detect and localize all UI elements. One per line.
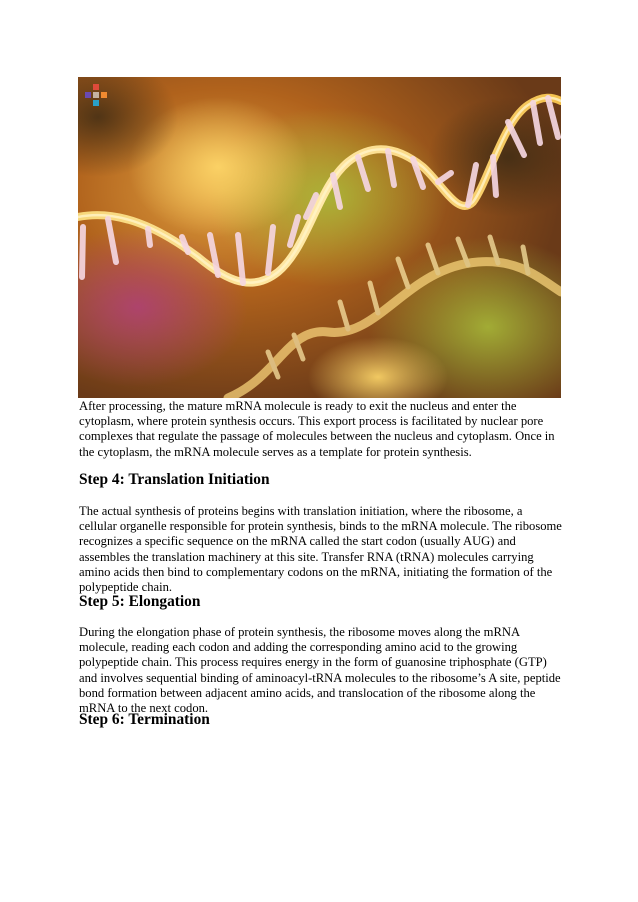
heading-termination: Step 6: Termination (79, 711, 210, 728)
paragraph-mrna-export: After processing, the mature mRNA molecule is ready to exit the nucleus and enter the cytoplasm, where protein synthesis occurs. This export process is facilitated by nuclear pore complexes that regulate the passage of molecules between the nucleus and cytoplasm. Once in the cytoplasm, the mRNA molecule serves as a template for protein synthesis. (79, 399, 555, 459)
heading-translation-initiation: Step 4: Translation Initiation (79, 471, 270, 488)
heading-elongation: Step 5: Elongation (79, 593, 201, 610)
brand-logo-icon (83, 82, 109, 108)
paragraph-elongation: During the elongation phase of protein synthesis, the ribosome moves along the mRNA molecule, reading each codon and adding the corresponding amino acid to the growing polypeptide chain. This process requires energy in the form of guanosine triphosphate (GTP) and involves sequential binding of aminoacyl-tRNA molecules to the ribosome’s A site, peptide bond formation between adjacent amino acids, and translocation of the ribosome along the mRNA to the next codon. (79, 625, 561, 716)
rna-strand-illustration (78, 77, 561, 398)
paragraph-translation-initiation: The actual synthesis of proteins begins with translation initiation, where the ribosome, a cellular organelle responsible for protein synthesis, binds to the mRNA molecule. The ribosome recognizes a specific sequence on the mRNA called the start codon (usually AUG) and assembles the translation machinery at this site. Transfer RNA (tRNA) molecules carrying amino acids then bind to complementary codons on the mRNA, initiating the formation of the polypeptide chain. (79, 504, 562, 595)
